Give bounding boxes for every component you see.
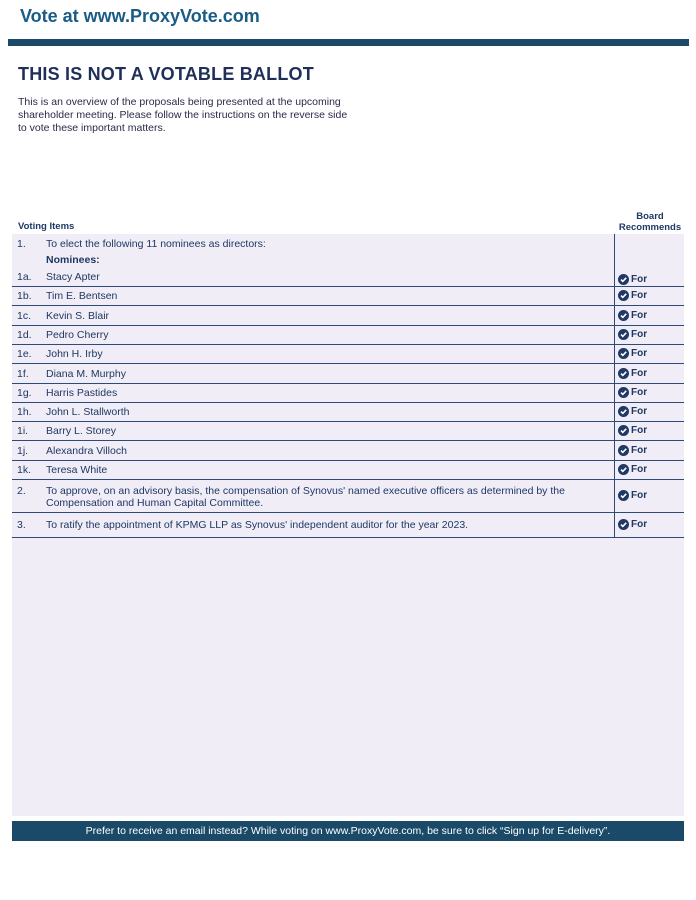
site-title: Vote at www.ProxyVote.com: [20, 6, 260, 26]
item-3-number: 3.: [17, 519, 26, 531]
nominee-name: Alexandra Villoch: [46, 445, 127, 457]
nominee-row: [12, 326, 684, 345]
nominee-number: 1f.: [17, 368, 29, 380]
nominee-recommendation: [618, 406, 647, 417]
nominee-name: Diana M. Murphy: [46, 368, 126, 380]
nominee-row: [12, 442, 684, 461]
item-3-text: To ratify the appointment of KPMG LLP as Synovus' independent auditor for the year 2023.: [46, 519, 469, 531]
edelivery-banner: Prefer to receive an email instead? While voting on www.ProxyVote.com, be sure to click “Sign up for E-delivery”.: [12, 821, 684, 841]
checkmark-icon: [618, 445, 629, 456]
nominee-name: Harris Pastides: [46, 387, 118, 399]
item-2-text: To approve, on an advisory basis, the compensation of Synovus' named executive officers as determined by the Compensation and Human Capital Committee.: [46, 485, 565, 509]
nominee-name: John L. Stallworth: [46, 406, 130, 418]
recommendation-label: For: [631, 290, 648, 301]
nominee-recommendation: [618, 290, 647, 301]
recommendation-label: For: [631, 464, 648, 475]
nominee-row: [12, 403, 684, 422]
checkmark-icon: [618, 406, 629, 417]
board-header-line2: Recommends: [618, 221, 682, 233]
nominee-number: 1e.: [17, 348, 32, 360]
nominee-recommendation: [618, 425, 647, 436]
item-2-recommendation: [618, 490, 647, 501]
nominee-recommendation: [618, 368, 647, 379]
checkmark-icon: [618, 348, 629, 359]
nominee-name: Kevin S. Blair: [46, 310, 110, 322]
nominees-label: Nominees:: [46, 254, 100, 266]
checkmark-icon: [618, 519, 629, 530]
item-2-row: [12, 480, 684, 513]
checkmark-icon: [618, 329, 629, 340]
checkmark-icon: [618, 387, 629, 398]
nominee-number: 1k.: [17, 464, 32, 476]
nominee-name: Teresa White: [46, 464, 108, 476]
recommendation-label: For: [631, 519, 648, 530]
item-3-row: [12, 513, 684, 538]
nominee-name: Barry L. Storey: [46, 425, 117, 437]
recommendation-label: For: [631, 329, 648, 340]
nominee-recommendation: [618, 310, 647, 321]
voting-items-header: Voting Items: [18, 221, 75, 232]
nominee-number: 1i.: [17, 425, 29, 437]
checkmark-icon: [618, 464, 629, 475]
board-header-line1: Board: [636, 211, 664, 222]
item-1-row: [12, 234, 684, 268]
nominee-number: 1j.: [17, 445, 29, 457]
item-1-number: 1.: [17, 238, 26, 250]
checkmark-icon: [618, 425, 629, 436]
nominee-row: [12, 307, 684, 326]
nominee-row: [12, 345, 684, 364]
nominee-name: Stacy Apter: [46, 271, 100, 283]
recommendation-label: For: [631, 387, 648, 398]
nominee-row: [12, 287, 684, 306]
nominee-name: Pedro Cherry: [46, 329, 109, 341]
recommendation-label: For: [631, 425, 648, 436]
checkmark-icon: [618, 290, 629, 301]
nominee-row: [12, 422, 684, 441]
recommendation-label: For: [631, 348, 648, 359]
checkmark-icon: [618, 274, 629, 285]
nominee-name: Tim E. Bentsen: [46, 290, 118, 302]
nominee-recommendation: [618, 445, 647, 456]
item-3-recommendation: [618, 519, 647, 530]
nominee-row: [12, 268, 684, 287]
recommendation-label: For: [631, 310, 648, 321]
recommendation-label: For: [631, 406, 648, 417]
nominee-row: [12, 384, 684, 403]
nominee-recommendation: [618, 348, 647, 359]
nominee-number: 1a.: [17, 271, 32, 283]
nominee-number: 1b.: [17, 290, 32, 302]
checkmark-icon: [618, 490, 629, 501]
item-2-number: 2.: [17, 485, 26, 497]
checkmark-icon: [618, 368, 629, 379]
column-divider: [614, 234, 615, 538]
nominee-recommendation: [618, 329, 647, 340]
recommendation-label: For: [631, 490, 648, 501]
page-title: THIS IS NOT A VOTABLE BALLOT: [18, 64, 314, 84]
nominee-recommendation: [618, 274, 647, 285]
nominee-number: 1d.: [17, 329, 32, 341]
header-rule: [8, 39, 689, 46]
board-recommends-header: [612, 212, 688, 233]
recommendation-label: For: [631, 274, 648, 285]
recommendation-label: For: [631, 445, 648, 456]
nominee-number: 1g.: [17, 387, 32, 399]
nominee-recommendation: [618, 387, 647, 398]
nominee-row: [12, 461, 684, 480]
nominee-name: John H. Irby: [46, 348, 103, 360]
nominee-number: 1h.: [17, 406, 32, 418]
nominee-row: [12, 365, 684, 384]
recommendation-label: For: [631, 368, 648, 379]
nominee-number: 1c.: [17, 310, 32, 322]
item-1-text: To elect the following 11 nominees as directors:: [46, 238, 266, 250]
intro-text: This is an overview of the proposals being presented at the upcoming shareholder meeting. Please follow the instructions on the reverse side to vote these important matters.: [18, 96, 348, 134]
checkmark-icon: [618, 310, 629, 321]
nominee-recommendation: [618, 464, 647, 475]
